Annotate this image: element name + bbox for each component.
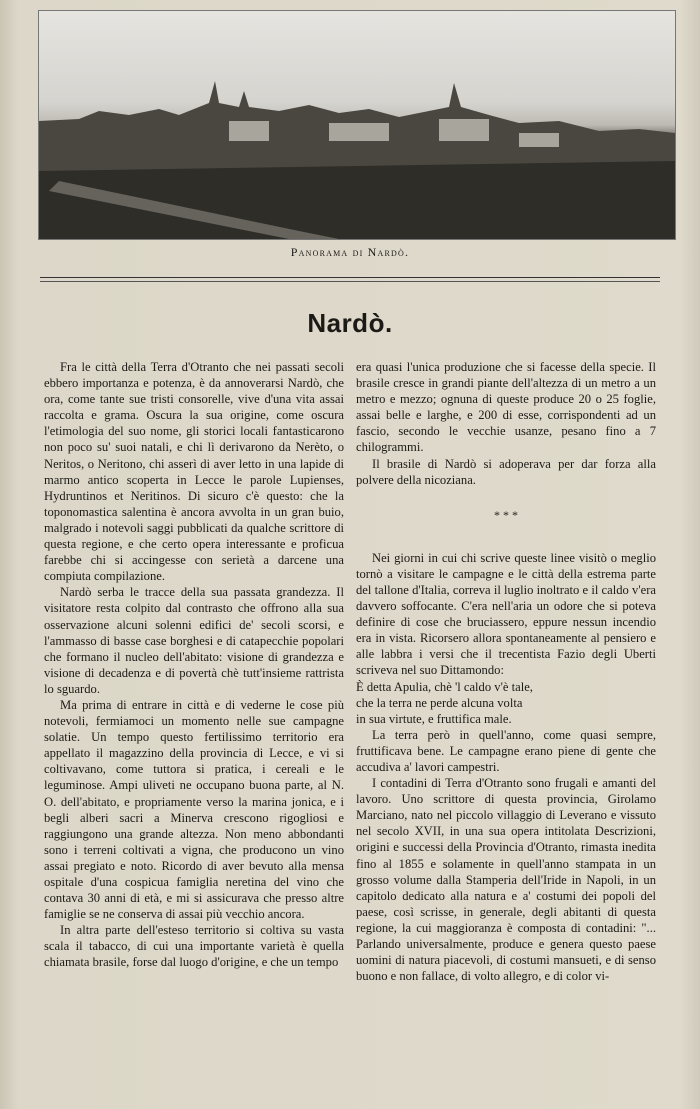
panorama-photo xyxy=(38,10,676,240)
paragraph: In altra parte dell'esteso territorio si coltiva su vasta scala il tabacco, di cui una importante varietà è quella chiamata brasile, forse dal luogo d'origine, e che un tempo xyxy=(44,923,344,970)
left-column xyxy=(44,359,344,971)
paragraph: Il brasile di Nardò si adoperava per dar forza alla polvere della nicoziana. xyxy=(356,456,656,487)
paragraph: Ma prima di entrare in città e di vederne le cose più notevoli, fermiamoci un momento nelle sue campagne solatie. Un tempo questo fertilissimo territorio era appellato il magazzino della provincia di Lecce, e vi si coltivavano, come tuttora si pratica, i cereali e le leguminose. Ampi uliveti ne occupano buona parte, al N. O. dell'abitato, e propriamente verso la marina jonica, e i begli alberi sacri a Minerva crescono rigogliosi e raggiungono una grande altezza. Non meno abbondanti sono i terreni coltivati a vigna, che producono un vino assai pregiato e noto. Ricordo di aver bevuto alla mensa ospitale d'una cospicua famiglia neretina del vino che contava 30 anni di età, e mi si assicurava che presso altre famiglie se ne conserva di assai più vecchio ancora. xyxy=(44,697,344,922)
verse-quote xyxy=(356,679,656,727)
photo-caption: Panorama di Nardò. xyxy=(290,245,410,259)
paragraph: Nardò serba le tracce della sua passata grandezza. Il visitatore resta colpito dal contrasto che offrono alla sua osservazione alcuni solenni edifici de' secoli scorsi, e l'ammasso di basse case borghesi e di catapecchie popolari che formano il nucleo dell'abitato: visione di grandezza e visione di decadenza e di povertà chè tutt'insieme rattrista lo sguardo. xyxy=(44,585,344,696)
paragraph: I contadini di Terra d'Otranto sono frugali e amanti del lavoro. Uno scrittore di questa provincia, Girolamo Marciano, nato nel piccolo villaggio di Leverano e vissuto nel secolo XVII, in una sua opera intitolata Descrizioni, origini e successi della Provincia d'Otranto, rimasta inedita fino al 1855 e solamente in quell'anno stampata in un grosso volume dalla Stamperia dell'Iride in Napoli, in un capitolo dedicato alla natura e a' costumi dei popoli del paese, così scrisse, in generale, degli abitanti di questa regione, la cui maggioranza è composta di contadini: "... Parlando universalmente, produce e genera questo paese uomini di natura piacevoli, di costumi mansueti, e di senso buono e non fallace, di volto allegro, e di color vi- xyxy=(356,776,656,984)
paragraph: Nei giorni in cui chi scrive queste linee visitò o meglio tornò a visitare le campagne e le città della estrema parte del tallone d'Italia, correva il luglio inoltrato e il caldo v'era davvero soffocante. C'era nell'aria un odore che si poteva definire di cose che bruciassero, eppure nessun incendio era in vista. Ricorsero allora spontaneamente al pensiero e alle labbra i versi che il trecentista Fazio degli Uberti scriveva nel suo Dittamondo: xyxy=(356,550,656,678)
section-separator: * * * xyxy=(494,507,518,522)
paragraph: era quasi l'unica produzione che si facesse della specie. Il brasile cresce in grandi piante dell'altezza di un metro a un metro e mezzo; ognuna di queste produce 20 o 25 foglie, assai belle e larghe, e 200 di esse, corrispondenti ad un fascio, secondo le vecchie usanze, pesano fino a 7 chilogrammi. xyxy=(356,360,656,455)
panorama-image xyxy=(39,11,675,239)
right-column xyxy=(356,359,656,984)
verse-line: È detta Apulia, chè 'l caldo v'è tale, xyxy=(356,679,533,694)
paragraph: Fra le città della Terra d'Otranto che nei passati secoli ebbero importanza e potenza, è da annoverarsi Nardò, che ora, come tante sue tristi consorelle, vive d'una vita assai raccolta e grama. Oscura la sua origine, come oscura l'etimologia del suo nome, gli storici locali fantasticarono non poco su' suoi natali, e chi lì derivarono da Nerèto, o Neritos, o Neritono, chi asserì di aver letto in una lapide di marmo antico scoperta in Lecce le parole Lupienses, Hydruntinos et Neritinos. Di sicuro c'è questo: che la toponomastica salentina è ancora avvolta in un gran buio, malgrado i notevoli saggi pubblicati da qualche scrittore di questa regione, e che certo opera interessante e proficua farebbe chi si accingesse con serietà a darcene una compiuta compilazione. xyxy=(44,360,344,584)
divider xyxy=(40,277,660,278)
divider-thin xyxy=(40,281,660,282)
verse-line: in sua virtute, e fruttifica male. xyxy=(356,711,512,726)
paragraph: La terra però in quell'anno, come quasi sempre, fruttificava bene. Le campagne erano piene di gente che accudiva a' lavori campestri. xyxy=(356,727,656,774)
article-title: Nardò. xyxy=(307,308,393,338)
verse-line: che la terra ne perde alcuna volta xyxy=(356,695,523,710)
